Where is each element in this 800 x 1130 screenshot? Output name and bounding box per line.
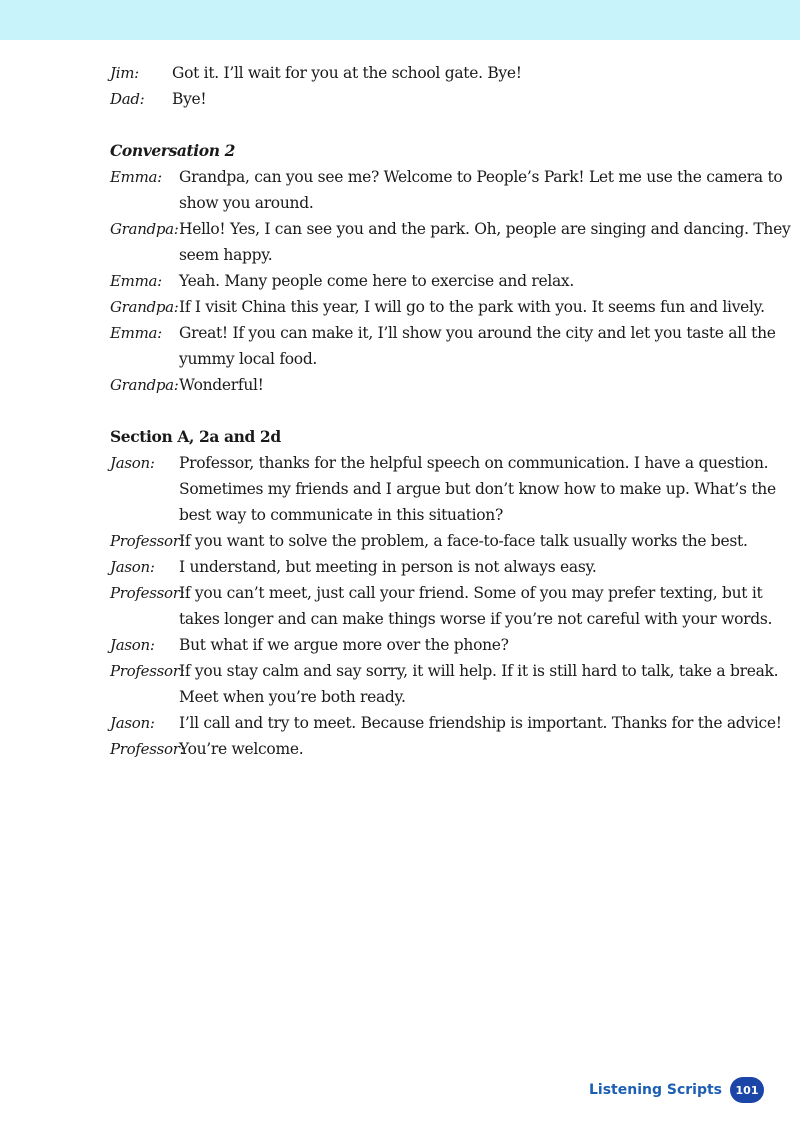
dialogue-text: Grandpa, can you see me? Welcome to People’s Park! Let me use the camera to	[179, 168, 783, 186]
speaker-name: Professor:	[110, 532, 185, 550]
dialogue-text: Sometimes my friends and I argue but don’t know how to make up. What’s the	[179, 480, 776, 498]
dialogue-line	[110, 60, 750, 86]
dialogue-text: Great! If you can make it, I’ll show you around the city and let you taste all the	[179, 324, 776, 342]
speaker-name: Jason:	[110, 714, 155, 732]
dialogue-line	[110, 450, 776, 528]
dialogue-text: Meet when you’re both ready.	[179, 688, 406, 706]
dialogue-text: If you want to solve the problem, a face-to-face talk usually works the best.	[179, 532, 748, 550]
dialogue-line	[110, 372, 750, 398]
spacer	[110, 112, 750, 138]
dialogue-text: Got it. I’ll wait for you at the school gate. Bye!	[172, 64, 522, 82]
speaker-name: Jason:	[110, 558, 155, 576]
dialogue-text: seem happy.	[179, 246, 273, 264]
dialogue-text: show you around.	[179, 194, 314, 212]
dialogue-line	[110, 710, 782, 736]
footer-section-label: Listening Scripts	[589, 1082, 722, 1098]
dialogue-line	[110, 736, 750, 762]
dialogue-line	[110, 294, 765, 320]
dialogue-line	[110, 580, 773, 632]
speaker-name: Professor:	[110, 662, 185, 680]
speaker-name: Grandpa:	[110, 298, 179, 316]
speaker-name: Professor:	[110, 584, 185, 602]
speaker-name: Jim:	[110, 64, 139, 82]
page-footer	[589, 1076, 764, 1104]
dialogue-line	[110, 528, 750, 554]
dialogue-text: Hello! Yes, I can see you and the park. Oh, people are singing and dancing. They	[179, 220, 791, 238]
dialogue-text: If you stay calm and say sorry, it will help. If it is still hard to talk, take a break.	[179, 662, 779, 680]
spacer	[110, 398, 750, 424]
speaker-name: Emma:	[110, 324, 162, 342]
dialogue-text: I understand, but meeting in person is not always easy.	[179, 558, 597, 576]
speaker-name: Dad:	[110, 90, 145, 108]
listening-script-body	[110, 60, 791, 762]
dialogue-line	[110, 268, 750, 294]
dialogue-text: Professor, thanks for the helpful speech on communication. I have a question.	[179, 454, 769, 472]
speaker-name: Jason:	[110, 454, 155, 472]
dialogue-text: best way to communicate in this situation?	[179, 506, 503, 524]
speaker-name: Grandpa:	[110, 376, 179, 394]
dialogue-text: yummy local food.	[179, 350, 318, 368]
dialogue-line	[110, 320, 776, 372]
section-heading: Conversation 2	[110, 141, 235, 160]
dialogue-text: But what if we argue more over the phone?	[179, 636, 509, 654]
dialogue-line	[110, 658, 779, 710]
dialogue-line	[110, 554, 750, 580]
speaker-name: Emma:	[110, 168, 162, 186]
top-header-band	[0, 0, 800, 40]
dialogue-text: If you can’t meet, just call your friend. Some of you may prefer texting, but it	[179, 584, 763, 602]
dialogue-line	[110, 216, 791, 268]
speaker-name: Professor:	[110, 740, 185, 758]
dialogue-line	[110, 86, 750, 112]
section-heading: Section A, 2a and 2d	[110, 427, 281, 446]
speaker-name: Jason:	[110, 636, 155, 654]
dialogue-text: If I visit China this year, I will go to the park with you. It seems fun and lively.	[179, 298, 765, 316]
dialogue-text: I’ll call and try to meet. Because friendship is important. Thanks for the advice!	[179, 714, 782, 732]
speaker-name: Grandpa:	[110, 220, 179, 238]
dialogue-text: You’re welcome.	[179, 740, 304, 758]
dialogue-text: Yeah. Many people come here to exercise and relax.	[179, 272, 574, 290]
page-number-badge: 101	[730, 1077, 764, 1103]
dialogue-text: Bye!	[172, 90, 207, 108]
speaker-name: Emma:	[110, 272, 162, 290]
dialogue-text: takes longer and can make things worse if you’re not careful with your words.	[179, 610, 773, 628]
dialogue-text: Wonderful!	[179, 376, 264, 394]
dialogue-line	[110, 632, 750, 658]
dialogue-line	[110, 164, 783, 216]
